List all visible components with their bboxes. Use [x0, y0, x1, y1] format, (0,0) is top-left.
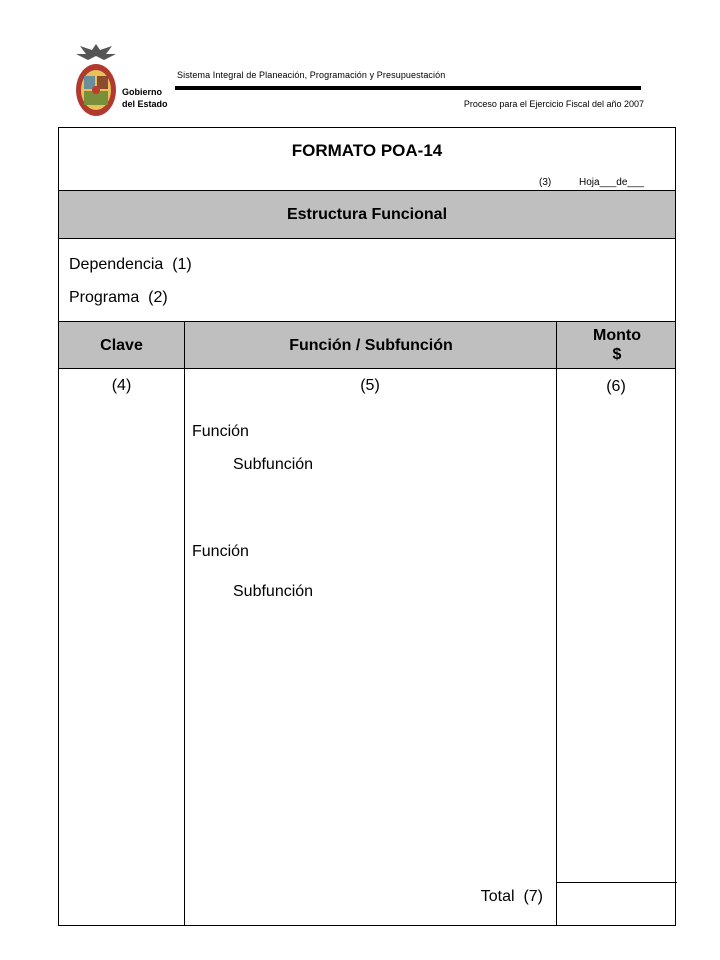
- programa-label: Programa (2): [69, 289, 168, 306]
- form-title: FORMATO POA-14: [291, 141, 443, 160]
- subfuncion-label: Subfunción: [233, 456, 314, 473]
- system-title: Sistema Integral de Planeación, Programación y Presupuestación: [177, 70, 446, 80]
- sheet-of-label: Hoja___de___: [579, 177, 645, 188]
- funcion-label: Función: [192, 423, 249, 440]
- funcion-field-number: (5): [360, 377, 380, 394]
- column-header-funcion: Función / Subfunción: [184, 322, 557, 368]
- funcion-label: Función: [192, 543, 249, 560]
- column-header-clave: Clave: [100, 336, 143, 354]
- process-text: Proceso para el Ejercicio Fiscal del año 2007: [463, 99, 644, 109]
- government-label-line1: Gobierno: [122, 87, 162, 97]
- total-label: Total (7): [480, 888, 543, 905]
- section-title: Estructura Funcional: [286, 205, 448, 223]
- poa-14-form: [58, 127, 676, 926]
- government-label-line2: del Estado: [122, 99, 168, 109]
- currency-symbol: $: [612, 346, 622, 363]
- total-divider: [556, 882, 677, 883]
- monto-field-number: (6): [606, 378, 626, 395]
- column-header-monto: [556, 322, 677, 368]
- section-title-band: [59, 190, 675, 239]
- coat-of-arms-icon: [70, 40, 122, 120]
- monto-label: Monto: [593, 327, 641, 344]
- header-divider: [175, 86, 641, 90]
- subfuncion-label: Subfunción: [233, 583, 314, 600]
- column-divider: [184, 369, 185, 926]
- clave-field-number: (4): [111, 377, 132, 394]
- table-header: [59, 321, 675, 369]
- sheet-number: (3): [539, 177, 552, 188]
- dependencia-label: Dependencia (1): [69, 256, 192, 273]
- column-divider: [556, 369, 557, 926]
